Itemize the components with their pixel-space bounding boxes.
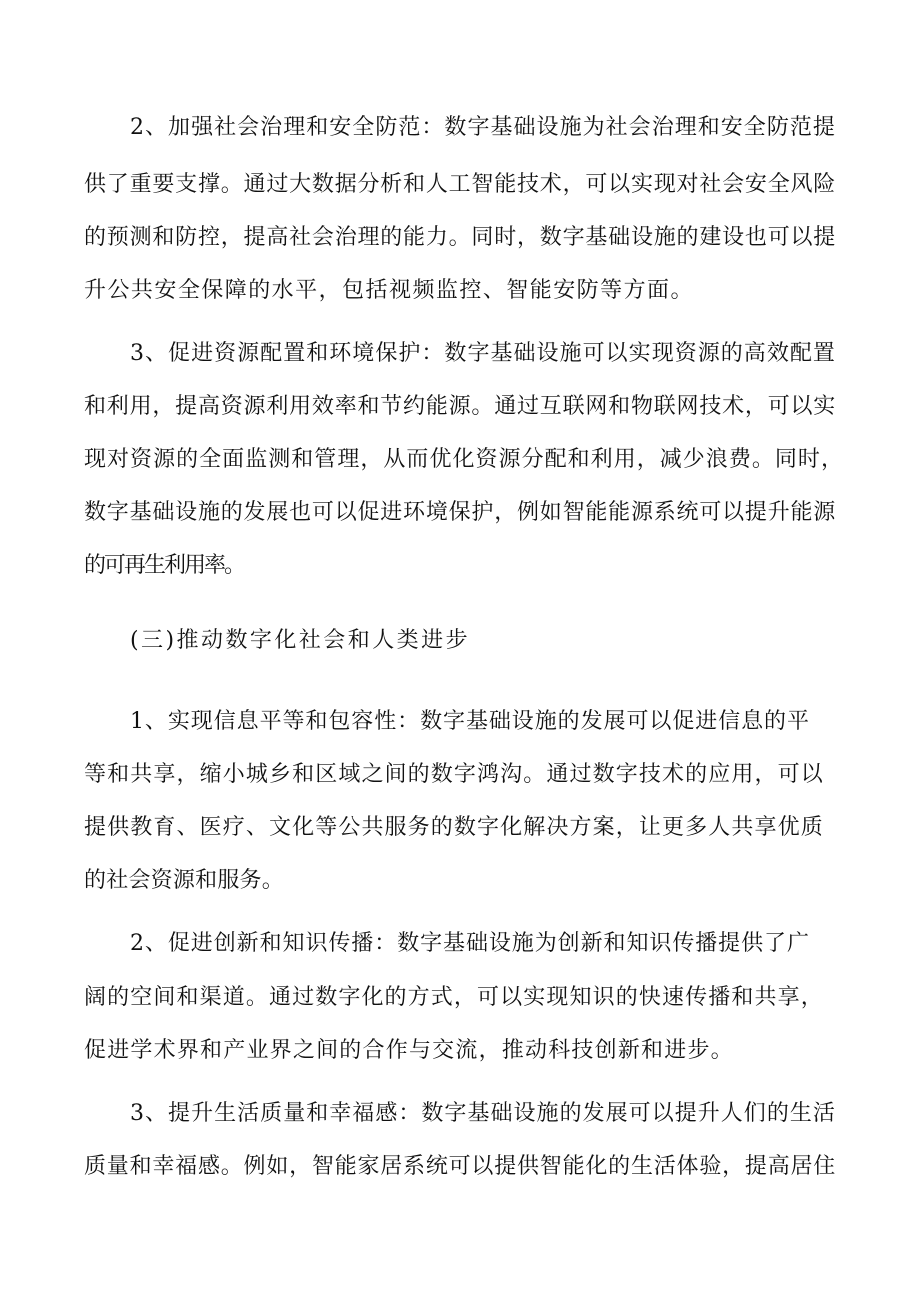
paragraph-3-line-1: 1、实现信息平等和包容性：数字基础设施的发展可以促进信息的平 [130, 709, 810, 734]
paragraph-4-line-3: 促进学术界和产业界之间的合作与交流，推动科技创新和进步。 [84, 1038, 734, 1063]
paragraph-4-line-1: 2、促进创新和知识传播：数字基础设施为创新和知识传播提供了广 [130, 931, 810, 956]
paragraph-5-line-2: 质量和幸福感。例如，智能家居系统可以提供智能化的生活体验，提高居住 [84, 1154, 837, 1179]
paragraph-5-line-1: 3、提升生活质量和幸福感：数字基础设施的发展可以提升人们的生活 [130, 1101, 836, 1126]
paragraph-2-line-1: 3、促进资源配置和环境保护：数字基础设施可以实现资源的高效配置 [130, 341, 836, 366]
paragraph-4-line-2: 阔的空间和渠道。通过数字化的方式，可以实现知识的快速传播和共享， [84, 985, 824, 1010]
paragraph-2-line-3: 现对资源的全面监测和管理，从而优化资源分配和利用，减少浪费。同时， [84, 447, 844, 472]
paragraph-1-line-1: 2、加强社会治理和安全防范：数字基础设施为社会治理和安全防范提 [130, 115, 836, 140]
paragraph-3-line-3: 提供教育、医疗、文化等公共服务的数字化解决方案，让更多人共享优质 [84, 815, 824, 840]
paragraph-2-line-4: 数字基础设施的发展也可以促进环境保护，例如智能能源系统可以提升能源 [84, 500, 837, 525]
paragraph-3-line-2: 等和共享，缩小城乡和区域之间的数字鸿沟。通过数字技术的应用，可以 [84, 762, 824, 787]
paragraph-1-line-2: 供了重要支撑。通过大数据分析和人工智能技术，可以实现对社会安全风险 [84, 172, 837, 197]
paragraph-1-line-3: 的预测和防控，提高社会治理的能力。同时，数字基础设施的建设也可以提 [84, 225, 837, 250]
paragraph-3-line-4: 的社会资源和服务。 [84, 868, 284, 893]
section-heading: (三)推动数字化社会和人类进步 [130, 628, 471, 653]
paragraph-1-line-4: 升公共安全保障的水平，包括视频监控、智能安防等方面。 [84, 278, 694, 303]
paragraph-2-line-2: 和利用，提高资源利用效率和节约能源。通过互联网和物联网技术，可以实 [84, 394, 837, 419]
paragraph-2-line-5: 的可再生利用率。 [84, 553, 245, 578]
